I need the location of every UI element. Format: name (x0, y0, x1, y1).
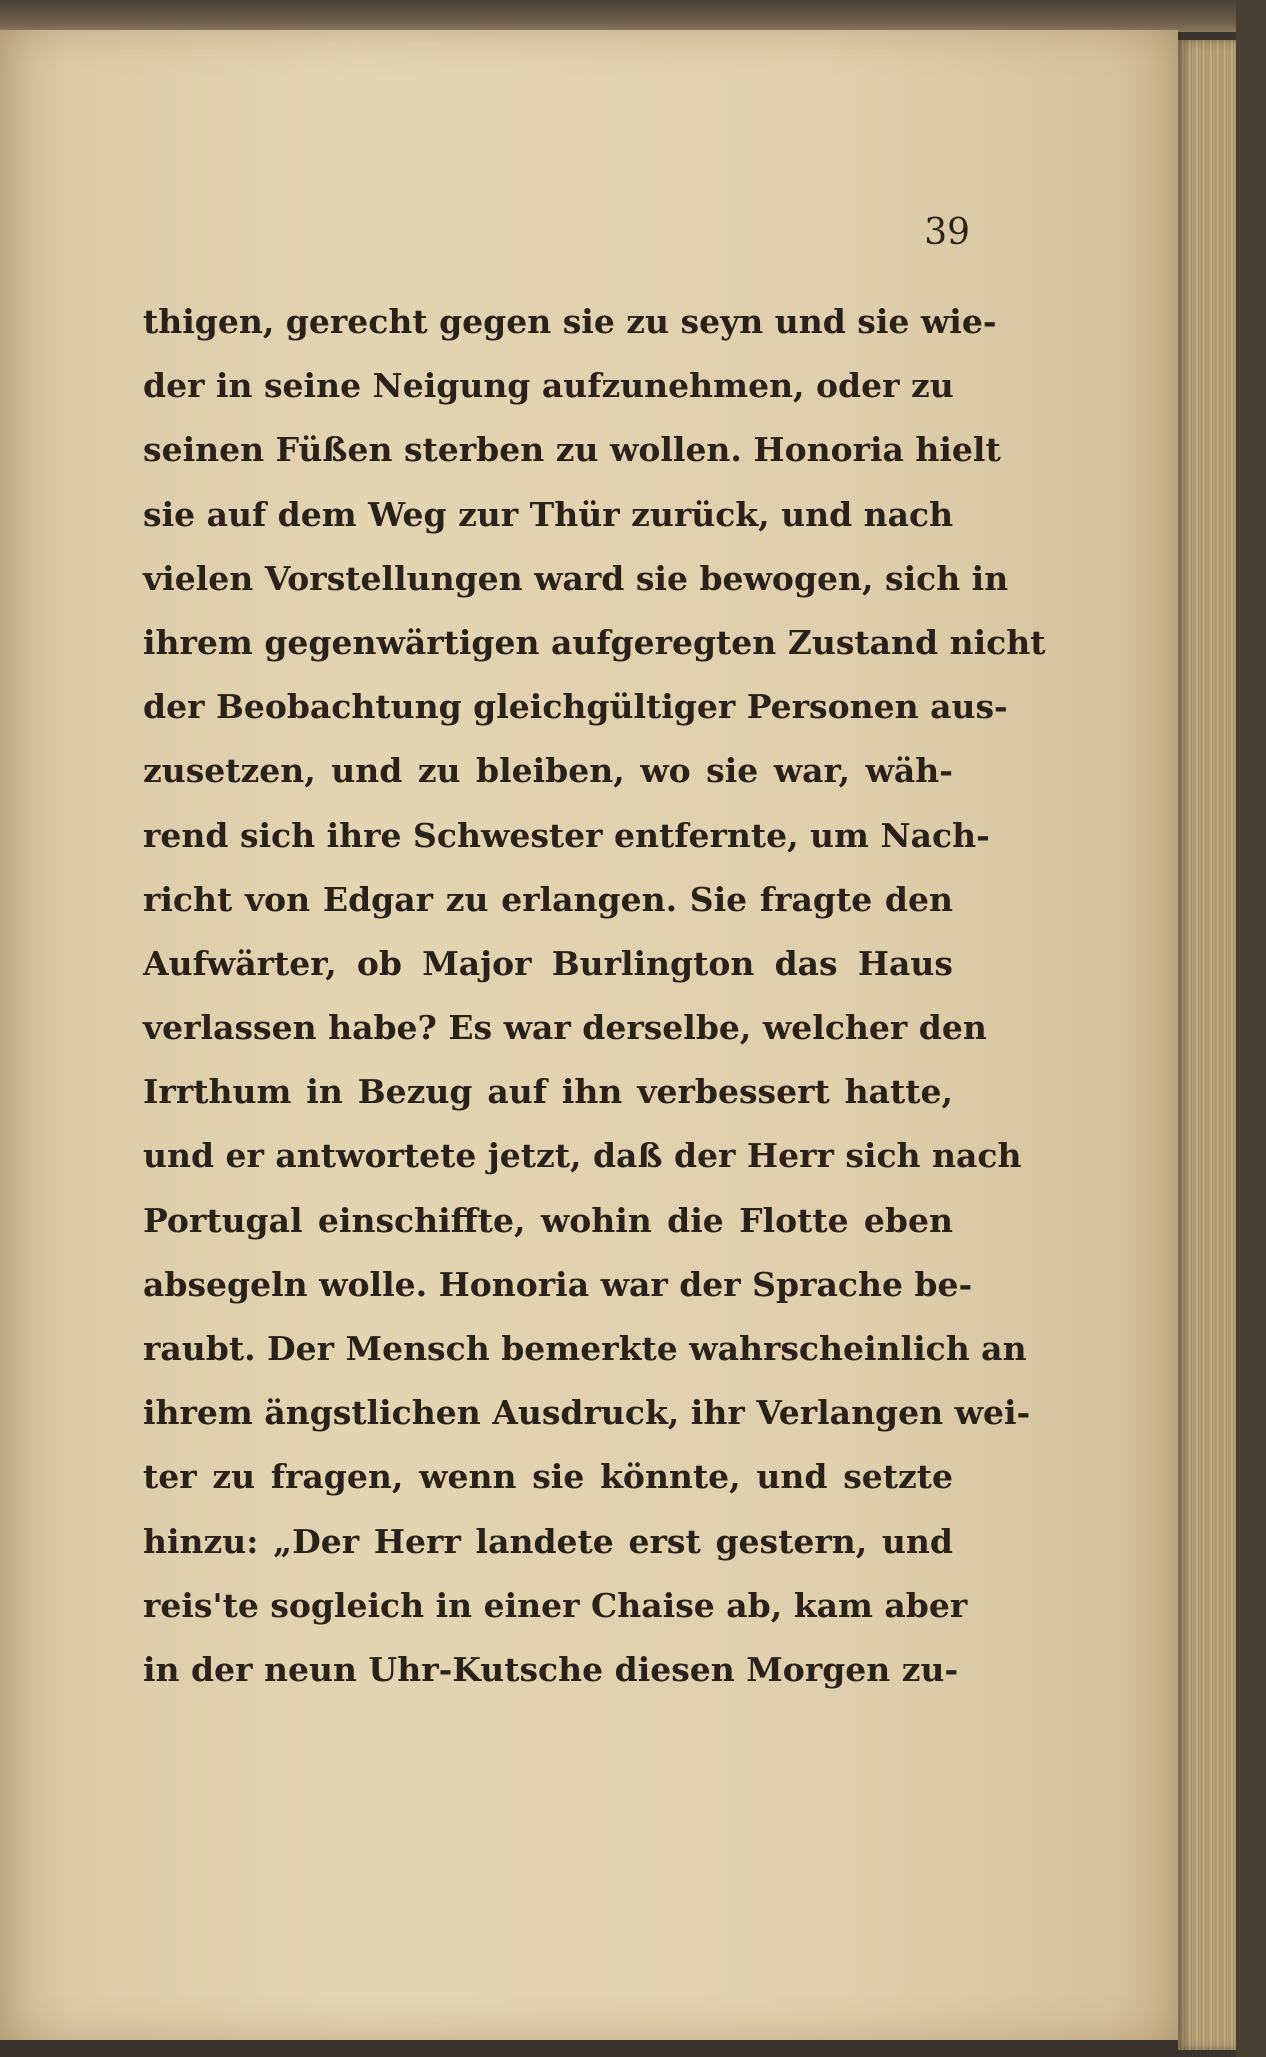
text-line: Aufwärter, ob Major Burlington das Haus (143, 943, 953, 983)
text-line: reis'te sogleich in einer Chaise ab, kam aber (143, 1585, 968, 1625)
page-number: 39 (924, 212, 970, 253)
text-line: raubt. Der Mensch bemerkte wahrscheinlich an (143, 1329, 1027, 1368)
text-line: verlassen habe? Es war derselbe, welcher den (143, 1008, 987, 1048)
text-line: sie auf dem Weg zur Thür zurück, und nach (143, 494, 954, 534)
text-line: richt von Edgar zu erlangen. Sie fragte den (143, 879, 953, 919)
text-line: in der neun Uhr-Kutsche diesen Morgen zu- (143, 1649, 959, 1689)
text-line: und er antwortete jetzt, daß der Herr sich nach (143, 1136, 1022, 1176)
text-line: seinen Füßen sterben zu wollen. Honoria hielt (143, 430, 1001, 470)
text-line: ihrem ängstlichen Ausdruck, ihr Verlangen wei- (143, 1393, 1031, 1433)
page-block-edge (1178, 40, 1238, 2050)
text-line: thigen, gerecht gegen sie zu seyn und sie wie- (143, 302, 997, 341)
text-line: zusetzen, und zu bleiben, wo sie war, wäh- (143, 751, 953, 791)
text-line: Irrthum in Bezug auf ihn verbessert hatte, (143, 1072, 953, 1112)
text-line: der Beobachtung gleichgültiger Personen aus- (143, 687, 1008, 727)
text-line: vielen Vorstellungen ward sie bewogen, sich in (143, 558, 1009, 598)
text-line: ter zu fragen, wenn sie könnte, und setzte (143, 1457, 953, 1497)
body-text (143, 290, 1046, 1702)
book-cover-edge (1236, 0, 1266, 2057)
text-line: absegeln wolle. Honoria war der Sprache be- (143, 1264, 973, 1304)
text-line: Portugal einschiffte, wohin die Flotte eben (143, 1200, 953, 1240)
binding-top-edge (0, 0, 1266, 32)
text-line: hinzu: „Der Herr landete erst gestern, und (143, 1521, 953, 1561)
text-line: rend sich ihre Schwester entfernte, um Nach- (143, 815, 990, 855)
text-line: ihrem gegenwärtigen aufgeregten Zustand nicht (143, 622, 1046, 662)
text-line: der in seine Neigung aufzunehmen, oder zu (143, 366, 954, 406)
